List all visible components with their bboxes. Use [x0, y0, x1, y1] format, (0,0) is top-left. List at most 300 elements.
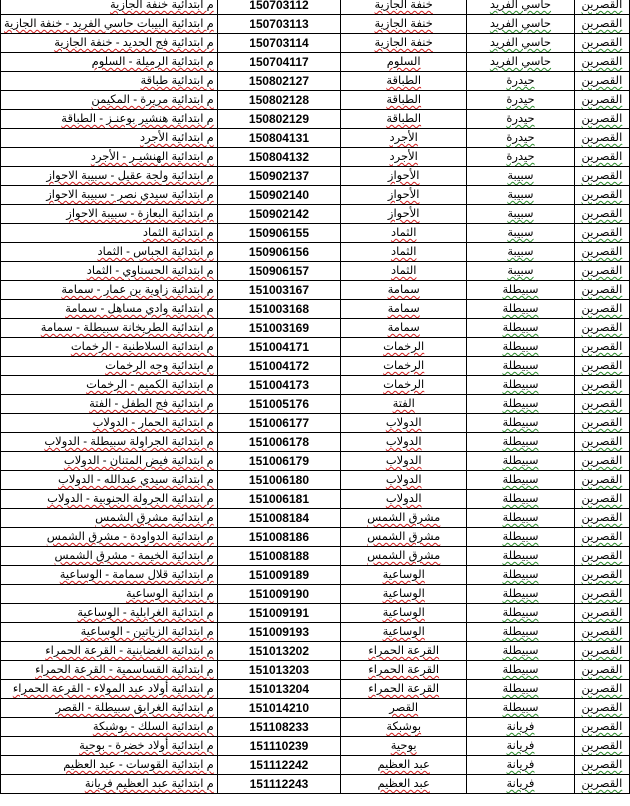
governorate-cell-text: القصرين — [581, 493, 623, 505]
municipality-cell — [341, 547, 467, 566]
school-name-cell — [1, 357, 218, 376]
school-code-cell-text: 151013203 — [248, 663, 309, 677]
municipality-cell — [341, 129, 467, 148]
governorate-cell — [574, 319, 629, 338]
district-cell-text: فريانة — [506, 759, 535, 771]
school-name-cell — [1, 604, 218, 623]
municipality-cell — [341, 243, 467, 262]
school-code-cell-text: 150703112 — [249, 0, 309, 12]
district-cell — [467, 110, 575, 129]
governorate-cell-text: القصرين — [581, 569, 623, 581]
school-code-cell — [217, 15, 340, 34]
governorate-cell — [574, 604, 629, 623]
municipality-cell — [341, 452, 467, 471]
school-code-cell-text: 151005176 — [248, 397, 309, 411]
school-code-cell-text: 150703113 — [249, 17, 309, 31]
district-cell-text: حاسي الفريد — [489, 0, 552, 11]
district-cell — [467, 433, 575, 452]
governorate-cell-text: القصرين — [581, 664, 623, 676]
district-cell-text: سبيطلة — [502, 455, 539, 467]
school-name-cell-text: م ابتدائية الدواودة - مشرق الشمس — [46, 531, 214, 543]
municipality-cell-text: القصر — [389, 702, 419, 714]
district-cell-text: سبيطلة — [502, 398, 539, 410]
district-cell-text: حاسي الفريد — [489, 18, 552, 30]
municipality-cell-text: الدولاب — [385, 493, 422, 505]
governorate-cell-text: القصرين — [581, 265, 623, 277]
municipality-cell-text: سمامة — [387, 303, 420, 315]
table-row — [1, 224, 630, 243]
school-name-cell — [1, 642, 218, 661]
governorate-cell — [574, 0, 629, 15]
school-name-cell — [1, 262, 218, 281]
governorate-cell-text: القصرين — [581, 607, 623, 619]
district-cell-text: حاسي الفريد — [489, 56, 552, 68]
school-name-cell-text: م ابتدائية سيدي نصر - سبيبة الاحواز — [46, 189, 214, 201]
governorate-cell — [574, 566, 629, 585]
district-cell — [467, 167, 575, 186]
school-name-cell — [1, 53, 218, 72]
municipality-cell — [341, 53, 467, 72]
table-row — [1, 91, 630, 110]
district-cell-text: سبيطلة — [502, 569, 539, 581]
municipality-cell — [341, 471, 467, 490]
table-row — [1, 0, 630, 15]
school-name-cell — [1, 699, 218, 718]
school-code-cell-text: 150703114 — [249, 36, 309, 50]
municipality-cell-text: الوساعية — [382, 588, 425, 600]
governorate-cell-text: القصرين — [581, 531, 623, 543]
governorate-cell-text: القصرين — [581, 588, 623, 600]
district-cell-text: سبيطلة — [502, 531, 539, 543]
school-code-cell — [217, 395, 340, 414]
governorate-cell-text: القصرين — [581, 132, 623, 144]
municipality-cell-text: خنفة الجازية — [374, 37, 433, 49]
governorate-cell — [574, 699, 629, 718]
governorate-cell — [574, 167, 629, 186]
municipality-cell-text: الدولاب — [385, 417, 422, 429]
municipality-cell-text: الثماد — [390, 227, 417, 239]
governorate-cell-text: القصرين — [581, 512, 623, 524]
school-code-cell-text: 151112243 — [249, 777, 309, 791]
school-code-cell-text: 151013202 — [248, 644, 309, 658]
district-cell — [467, 642, 575, 661]
district-cell-text: سبيطلة — [502, 379, 539, 391]
governorate-cell — [574, 490, 629, 509]
district-cell — [467, 0, 575, 15]
governorate-cell-text: القصرين — [581, 246, 623, 258]
municipality-cell — [341, 642, 467, 661]
district-cell-text: سبيبة — [507, 208, 534, 220]
school-name-cell-text: م ابتدائية وجه الرخمات — [105, 360, 214, 372]
municipality-cell — [341, 186, 467, 205]
governorate-cell — [574, 756, 629, 775]
district-cell — [467, 756, 575, 775]
municipality-cell-text: مشرق الشمس — [367, 531, 441, 543]
school-name-cell-text: م ابتدائية الغرابق سبيطلة - القصر — [55, 702, 214, 714]
school-code-cell — [217, 357, 340, 376]
district-cell-text: فريانة — [506, 740, 535, 752]
governorate-cell-text: القصرين — [581, 208, 623, 220]
municipality-cell-text: الطباقة — [386, 75, 422, 87]
district-cell-text: سبيبة — [507, 227, 534, 239]
municipality-cell — [341, 775, 467, 794]
school-name-cell-text: م ابتدائية الحمار - الدولاب — [92, 417, 214, 429]
table-row — [1, 585, 630, 604]
school-name-cell-text: م ابتدائية الغرابلية - الوساعية — [77, 607, 214, 619]
school-name-cell — [1, 224, 218, 243]
school-name-cell — [1, 281, 218, 300]
school-name-cell — [1, 566, 218, 585]
school-name-cell — [1, 0, 218, 15]
table-row — [1, 547, 630, 566]
school-name-cell — [1, 243, 218, 262]
school-code-cell — [217, 300, 340, 319]
table-row — [1, 623, 630, 642]
school-name-cell-text: م ابتدائية الجراولة سبيطلة - الدولاب — [44, 436, 214, 448]
school-code-cell-text: 151006181 — [248, 492, 309, 506]
school-code-cell-text: 150902142 — [248, 207, 309, 221]
table-row — [1, 186, 630, 205]
school-code-cell — [217, 680, 340, 699]
governorate-cell-text: القصرين — [581, 37, 623, 49]
school-name-cell-text: م ابتدائية هنشير بوعنـز - الطباقة — [61, 113, 214, 125]
school-name-cell — [1, 319, 218, 338]
district-cell-text: سبيطلة — [502, 607, 539, 619]
municipality-cell-text: عبد العظيم — [377, 759, 430, 771]
governorate-cell — [574, 53, 629, 72]
school-code-cell-text: 151009191 — [248, 606, 309, 620]
school-code-cell — [217, 737, 340, 756]
governorate-cell — [574, 34, 629, 53]
district-cell — [467, 623, 575, 642]
table-row — [1, 205, 630, 224]
district-cell — [467, 319, 575, 338]
school-code-cell-text: 150704117 — [249, 55, 309, 69]
school-name-cell — [1, 718, 218, 737]
school-name-cell-text: م ابتدائية سيدي عبدالله - الدولاب — [58, 474, 214, 486]
school-code-cell — [217, 129, 340, 148]
district-cell — [467, 15, 575, 34]
table-row — [1, 357, 630, 376]
municipality-cell-text: القرعة الحمراء — [368, 683, 440, 695]
school-name-cell-text: م ابتدائية البيبات حاسي الفريد - خنفة الجازية — [4, 18, 214, 30]
municipality-cell — [341, 167, 467, 186]
governorate-cell-text: القصرين — [581, 227, 623, 239]
school-name-cell — [1, 300, 218, 319]
municipality-cell — [341, 91, 467, 110]
school-name-cell-text: م ابتدائية أولاد خضرة - بوحية — [79, 740, 214, 752]
district-cell — [467, 91, 575, 110]
municipality-cell-text: الوساعية — [382, 569, 425, 581]
district-cell — [467, 699, 575, 718]
table-row — [1, 680, 630, 699]
district-cell-text: حاسي الفريد — [489, 37, 552, 49]
municipality-cell — [341, 756, 467, 775]
school-name-cell-text: م ابتدائية طباقة — [140, 75, 214, 87]
governorate-cell — [574, 585, 629, 604]
governorate-cell — [574, 414, 629, 433]
district-cell-text: سبيطلة — [502, 664, 539, 676]
school-name-cell-text: م ابتدائية عبد العظيم فريانة — [84, 778, 214, 790]
table-row — [1, 148, 630, 167]
district-cell-text: سبيطلة — [502, 417, 539, 429]
municipality-cell — [341, 300, 467, 319]
school-code-cell-text: 151110239 — [249, 739, 309, 753]
district-cell — [467, 528, 575, 547]
school-code-cell — [217, 585, 340, 604]
municipality-cell — [341, 224, 467, 243]
table-row — [1, 642, 630, 661]
district-cell — [467, 243, 575, 262]
school-code-cell — [217, 718, 340, 737]
table-row — [1, 262, 630, 281]
school-code-cell — [217, 262, 340, 281]
municipality-cell-text: الرخمات — [383, 379, 425, 391]
table-row — [1, 566, 630, 585]
governorate-cell — [574, 129, 629, 148]
district-cell-text: سبيطلة — [502, 702, 539, 714]
school-code-cell-text: 151004173 — [248, 378, 309, 392]
governorate-cell-text: القصرين — [581, 436, 623, 448]
school-code-cell — [217, 243, 340, 262]
municipality-cell — [341, 110, 467, 129]
municipality-cell-text: خنفة الجازية — [374, 18, 433, 30]
district-cell — [467, 53, 575, 72]
municipality-cell — [341, 604, 467, 623]
school-code-cell — [217, 528, 340, 547]
district-cell — [467, 509, 575, 528]
governorate-cell — [574, 452, 629, 471]
district-cell-text: سبيطلة — [502, 588, 539, 600]
governorate-cell — [574, 471, 629, 490]
governorate-cell — [574, 224, 629, 243]
table-row — [1, 490, 630, 509]
school-code-cell-text: 150804132 — [248, 150, 309, 164]
school-code-cell-text: 151003168 — [248, 302, 309, 316]
municipality-cell-text: الأجرد — [389, 132, 418, 144]
table-row — [1, 699, 630, 718]
school-code-cell — [217, 699, 340, 718]
governorate-cell — [574, 110, 629, 129]
school-name-cell — [1, 338, 218, 357]
table-row — [1, 15, 630, 34]
governorate-cell-text: القصرين — [581, 75, 623, 87]
governorate-cell — [574, 148, 629, 167]
school-code-cell — [217, 509, 340, 528]
table-row — [1, 528, 630, 547]
school-code-cell — [217, 53, 340, 72]
district-cell-text: حيدرة — [506, 132, 535, 144]
municipality-cell — [341, 357, 467, 376]
district-cell — [467, 585, 575, 604]
governorate-cell — [574, 338, 629, 357]
district-cell-text: سبيطلة — [502, 550, 539, 562]
municipality-cell — [341, 623, 467, 642]
governorate-cell — [574, 528, 629, 547]
district-cell — [467, 357, 575, 376]
school-code-cell-text: 151006179 — [248, 454, 309, 468]
school-name-cell — [1, 756, 218, 775]
school-name-cell — [1, 72, 218, 91]
table-row — [1, 661, 630, 680]
table-row — [1, 756, 630, 775]
table-row — [1, 129, 630, 148]
school-code-cell — [217, 34, 340, 53]
municipality-cell-text: بوحية — [390, 740, 417, 752]
governorate-cell-text: القصرين — [581, 626, 623, 638]
school-name-cell — [1, 433, 218, 452]
governorate-cell-text: القصرين — [581, 550, 623, 562]
district-cell-text: سبيطلة — [502, 493, 539, 505]
municipality-cell — [341, 338, 467, 357]
municipality-cell — [341, 585, 467, 604]
table-row — [1, 110, 630, 129]
school-name-cell — [1, 547, 218, 566]
municipality-cell-text: الرخمات — [383, 341, 425, 353]
municipality-cell — [341, 0, 467, 15]
district-cell — [467, 186, 575, 205]
governorate-cell — [574, 376, 629, 395]
governorate-cell — [574, 661, 629, 680]
governorate-cell — [574, 186, 629, 205]
table-row — [1, 604, 630, 623]
governorate-cell-text: القصرين — [581, 322, 623, 334]
school-name-cell — [1, 414, 218, 433]
school-code-cell-text: 150802128 — [248, 93, 309, 107]
school-code-cell-text: 151006177 — [248, 416, 309, 430]
governorate-cell — [574, 547, 629, 566]
governorate-cell — [574, 623, 629, 642]
district-cell — [467, 604, 575, 623]
district-cell-text: سبيطلة — [502, 303, 539, 315]
governorate-cell-text: القصرين — [581, 113, 623, 125]
school-code-cell — [217, 91, 340, 110]
table-row — [1, 72, 630, 91]
school-name-cell — [1, 623, 218, 642]
governorate-cell — [574, 775, 629, 794]
governorate-cell-text: القصرين — [581, 740, 623, 752]
municipality-cell-text: الطباقة — [386, 113, 422, 125]
school-name-cell — [1, 509, 218, 528]
school-name-cell-text: م ابتدائية زاوية بن عمار - سمامة — [61, 284, 214, 296]
municipality-cell-text: سمامة — [387, 284, 420, 296]
municipality-cell — [341, 509, 467, 528]
municipality-cell-text: الأحواز — [387, 170, 420, 182]
school-name-cell-text: م ابتدائية القوسات - عبد العظيم — [63, 759, 214, 771]
school-code-cell-text: 151006180 — [248, 473, 309, 487]
school-code-cell-text: 151108233 — [249, 720, 309, 734]
municipality-cell — [341, 737, 467, 756]
table-row — [1, 737, 630, 756]
table-body — [1, 0, 630, 794]
district-cell — [467, 34, 575, 53]
school-code-cell — [217, 661, 340, 680]
district-cell — [467, 566, 575, 585]
governorate-cell — [574, 642, 629, 661]
school-code-cell-text: 151004171 — [248, 340, 309, 354]
school-code-cell-text: 151004172 — [248, 359, 309, 373]
governorate-cell-text: القصرين — [581, 455, 623, 467]
district-cell — [467, 129, 575, 148]
governorate-cell-text: القصرين — [581, 360, 623, 372]
school-code-cell — [217, 452, 340, 471]
school-name-cell — [1, 15, 218, 34]
municipality-cell — [341, 281, 467, 300]
municipality-cell-text: القرعة الحمراء — [368, 664, 440, 676]
governorate-cell-text: القصرين — [581, 284, 623, 296]
school-code-cell — [217, 319, 340, 338]
school-code-cell-text: 150902140 — [248, 188, 309, 202]
school-name-cell — [1, 205, 218, 224]
governorate-cell-text: القصرين — [581, 417, 623, 429]
district-cell — [467, 205, 575, 224]
district-cell-text: سبيبة — [507, 265, 534, 277]
governorate-cell-text: القصرين — [581, 683, 623, 695]
governorate-cell-text: القصرين — [581, 778, 623, 790]
district-cell-text: سبيطلة — [502, 626, 539, 638]
school-code-cell — [217, 0, 340, 15]
school-name-cell-text: م ابتدائية السلك - بوشبكة — [92, 721, 214, 733]
school-name-cell-text: م ابتدائية الجرولة الجنوبية - الدولاب — [47, 493, 214, 505]
table-row — [1, 167, 630, 186]
municipality-cell-text: القرعة الحمراء — [368, 645, 440, 657]
district-cell — [467, 661, 575, 680]
table-row — [1, 53, 630, 72]
school-code-cell-text: 150802127 — [248, 74, 309, 88]
governorate-cell — [574, 281, 629, 300]
school-code-cell — [217, 775, 340, 794]
district-cell-text: فريانة — [506, 721, 535, 733]
school-name-cell — [1, 110, 218, 129]
governorate-cell-text: القصرين — [581, 341, 623, 353]
school-name-cell-text: م ابتدائية الثماد — [142, 227, 214, 239]
school-name-cell — [1, 680, 218, 699]
district-cell-text: سبيطلة — [502, 683, 539, 695]
school-name-cell-text: م ابتدائية البعازة - سبيبة الاحواز — [66, 208, 214, 220]
governorate-cell-text: القصرين — [581, 759, 623, 771]
school-code-cell — [217, 376, 340, 395]
district-cell-text: سبيطلة — [502, 322, 539, 334]
municipality-cell-text: عبد العظيم — [377, 778, 430, 790]
governorate-cell — [574, 357, 629, 376]
district-cell-text: سبيطلة — [502, 436, 539, 448]
governorate-cell-text: القصرين — [581, 56, 623, 68]
district-cell — [467, 775, 575, 794]
school-name-cell-text: م ابتدائية السلاطنية - الرخمات — [70, 341, 214, 353]
governorate-cell — [574, 737, 629, 756]
school-code-cell — [217, 167, 340, 186]
school-code-cell-text: 151009189 — [248, 568, 309, 582]
school-name-cell — [1, 471, 218, 490]
municipality-cell-text: الأجرد — [389, 151, 418, 163]
district-cell — [467, 281, 575, 300]
governorate-cell — [574, 509, 629, 528]
school-name-cell-text: م ابتدائية الغضابنية - القرعة الحمراء — [45, 645, 214, 657]
municipality-cell — [341, 718, 467, 737]
district-cell-text: حيدرة — [506, 151, 535, 163]
municipality-cell-text: الفتة — [392, 398, 415, 410]
school-name-cell-text: م ابتدائية فج الحديد - خنفة الجازية — [54, 37, 214, 49]
school-code-cell-text: 151008184 — [248, 511, 309, 525]
municipality-cell-text: مشرق الشمس — [367, 512, 441, 524]
municipality-cell-text: الدولاب — [385, 436, 422, 448]
school-code-cell-text: 151003169 — [248, 321, 309, 335]
district-cell — [467, 148, 575, 167]
district-cell — [467, 718, 575, 737]
school-name-cell-text: م ابتدائية قلال سمامة - الوساعية — [59, 569, 214, 581]
school-code-cell — [217, 110, 340, 129]
district-cell — [467, 547, 575, 566]
